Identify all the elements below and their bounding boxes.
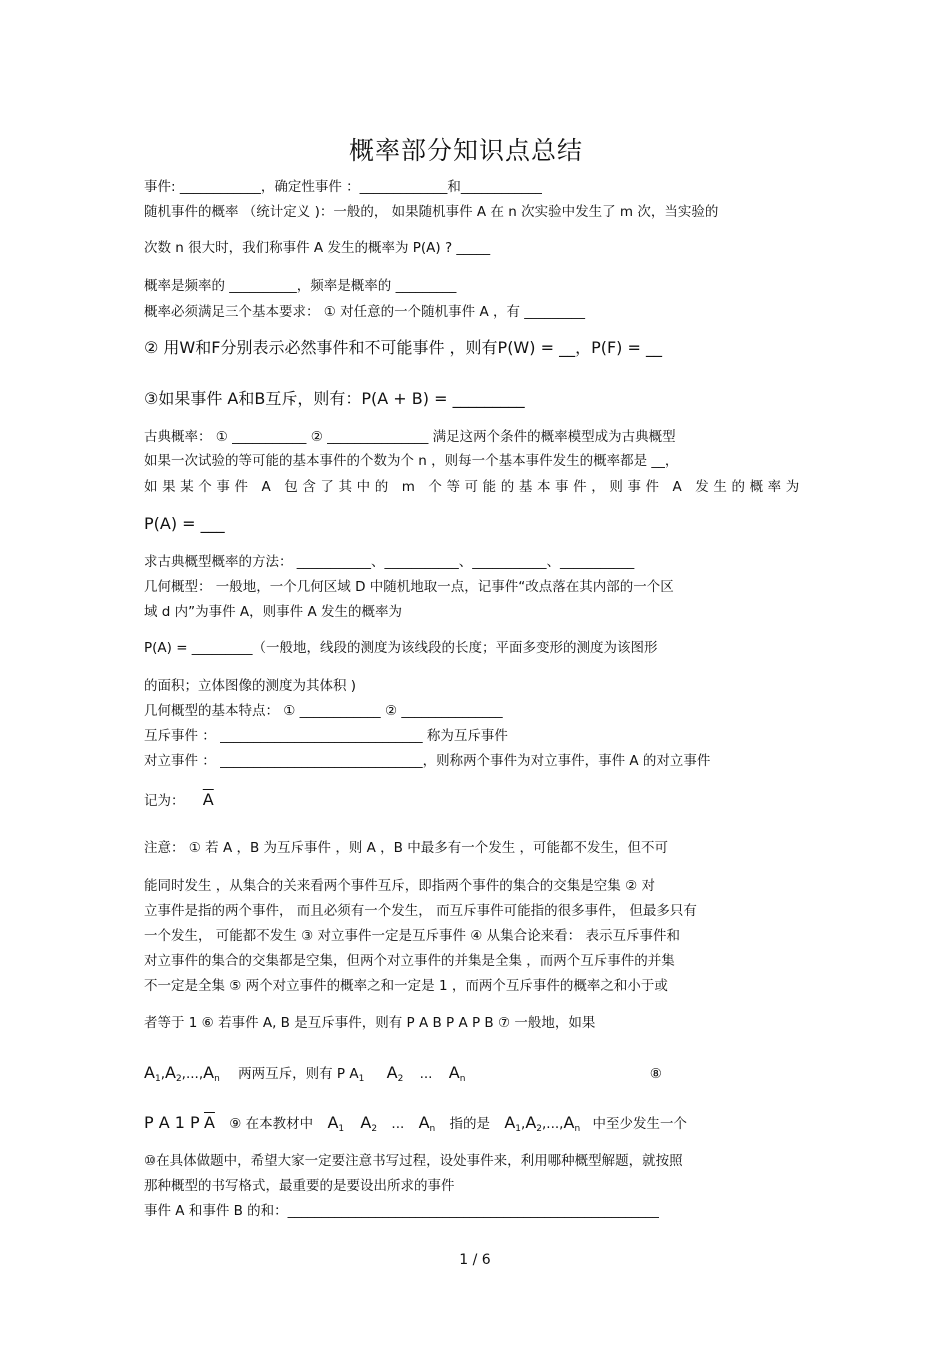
text-line-note-3: 立事件是指的两个事件， 而且必须有一个发生， 而互斥事件可能指的很多事件， 但最多只有	[144, 903, 697, 919]
text-line-classical-methods: 求古典概型概率的方法： ___________、___________、___________、___________	[144, 554, 635, 570]
at-least-one-text: 中至少发生一个	[592, 1116, 687, 1132]
pairwise-text: 两两互斥，则有 P A	[238, 1066, 359, 1082]
sequence-dots: ,...,	[181, 1066, 204, 1082]
text-line-random-event-probability: 随机事件的概率 （统计定义 )：一般的， 如果随机事件 A 在 n 次实验中发生了 m 次，当实验的	[144, 204, 719, 220]
circle-8: ⑧	[649, 1066, 662, 1082]
text-line-event-contains: 如果某个事件 A 包含了其中的 m 个等可能的基本事件，则事件 A 发生的概率为	[144, 479, 804, 495]
refers-to-text: 指的是	[449, 1116, 491, 1132]
text-line-trial-count: 次数 n 很大时，我们称事件 A 发生的概率为 P(A) ? _____	[144, 240, 491, 256]
symbol-a: A	[164, 1063, 176, 1082]
text-line-three-requirements: 概率必须满足三个基本要求： ① 对任意的一个随机事件 A ，有 _________	[144, 304, 586, 320]
text-line-note-7: 者等于 1 ⑥ 若事件 A, B 是互斥事件，则有 P A B P A P B ⑦ 一般地，如果	[144, 1015, 596, 1031]
symbol-a: A	[144, 1063, 155, 1082]
text-line-note-2: 能同时发生 ，从集合的关来看两个事件互斥，即指两个事件的集合的交集是空集 ② 对	[144, 878, 655, 894]
complement-symbol-2: $\overline{A}$	[203, 1113, 215, 1132]
text-line-basic-events: 如果一次试验的等可能的基本事件的个数为个 n ，则每一个基本事件发生的概率都是 __，	[144, 453, 679, 469]
text-line-event-sum: 事件 A 和事件 B 的和：_______________________________________________________	[144, 1203, 659, 1219]
complement-label: 记为：	[144, 793, 185, 809]
text-line-volume-measure: 的面积；立体图像的测度为其体积 )	[144, 678, 357, 694]
complement-symbol: $\overline{A}$	[202, 790, 214, 809]
text-line-certain-impossible: ② 用W和F分别表示必然事件和不可能事件 ，则有P(W) = __，P(F) = __	[144, 338, 662, 357]
textbook-text: ⑨ 在本教材中	[229, 1116, 314, 1132]
text-line-mutually-exclusive-sum: ③如果事件 A和B互斥，则有：P(A + B) = _________	[144, 389, 525, 408]
text-line-region-event: 域 d 内”为事件 A，则事件 A 发生的概率为	[144, 604, 402, 620]
text-line-mutually-exclusive-events: 互斥事件 ： ______________________________ 称为互斥事件	[144, 728, 508, 744]
text-line-format-note: 那种概型的书写格式，最重要的是要设出所求的事件	[144, 1178, 455, 1194]
subscript-2: 2	[175, 1074, 182, 1084]
text-line-complement-notation	[144, 791, 814, 810]
subscript-1: 1	[154, 1074, 161, 1084]
symbol-a: A	[203, 1063, 215, 1082]
page-title: 概率部分知识点总结	[348, 136, 583, 165]
text-line-note-6: 不一定是全集 ⑤ 两个对立事件的概率之和一定是 1 ，而两个互斥事件的概率之和小于或	[144, 978, 668, 994]
text-line-complementary-events: 对立事件 ： ______________________________，则称两个事件为对立事件，事件 A 的对立事件	[144, 753, 711, 769]
text-line-geometric-features: 几何概型的基本特点： ① ____________ ② _______________	[144, 703, 503, 719]
text-line-classical-formula: P(A) = ___	[144, 514, 225, 533]
text-line-frequency: 概率是频率的 __________，频率是概率的 _________	[144, 278, 457, 294]
text-line-note-4: 一个发生， 可能都不发生 ③ 对立事件一定是互斥事件 ④ 从集合论来看： 表示互斥事件和	[144, 928, 680, 944]
text-line-classical-probability: 古典概率： ① ___________ ② _______________ 满足这两个条件的概率模型成为古典概型	[144, 429, 676, 445]
text-line-note-5: 对立事件的集合的交集都是空集，但两个对立事件的并集是全集 ，而两个互斥事件的并集	[144, 953, 675, 969]
subscript-n: n	[214, 1074, 220, 1084]
text-line-note-10: ⑩在具体做题中，希望大家一定要注意书写过程，设处事件来，利用哪种概型解题，就按照	[144, 1153, 683, 1169]
text-line-complement-rule: P A 1 P $\overline{A}$ ⑨ 在本教材中 $A_1$ $A_2$ ... $A_n$ 指的是 $A_1,A_2,...,A_n$ 中至少发生一个	[144, 1113, 687, 1134]
text-line-pairwise-exclusive: $A_1,A_2,...,A_n$ 两两互斥，则有 P $A_1$ $A_2$ ... $A_n$ ⑧	[144, 1063, 662, 1084]
page-number: 1 / 6	[459, 1252, 491, 1268]
text-line-geometric-formula: P(A) = _________（一般地，线段的测度为该线段的长度；平面多变形的测度为该图形	[144, 640, 658, 656]
text-line-note-1: 注意： ① 若 A ，B 为互斥事件 ，则 A ，B 中最多有一个发生 ，可能都不发生，但不可	[144, 840, 669, 856]
text-line-event-definition: 事件: ____________，确定性事件 ：_____________和____________	[144, 179, 542, 195]
text-line-geometric-probability: 几何概型： 一般地，一个几何区域 D 中随机地取一点，记事件“改点落在其内部的一个区	[144, 579, 674, 595]
complement-formula: P A 1 P	[144, 1113, 200, 1132]
